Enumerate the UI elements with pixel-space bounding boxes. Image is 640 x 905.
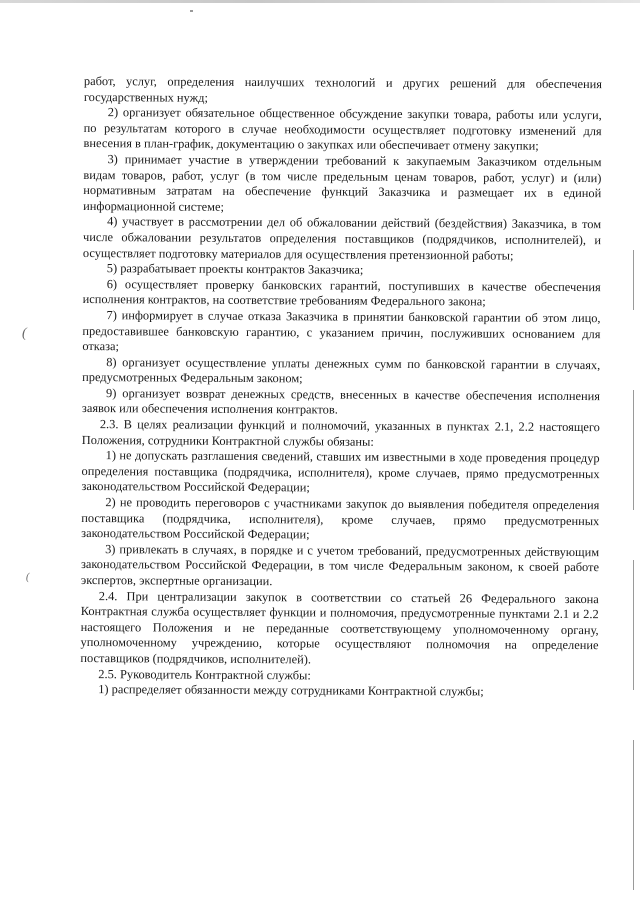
scan-right-edge-line xyxy=(633,740,634,890)
paragraph: 7) информирует в случае отказа Заказчика в принятии банковской гарантии об этом лицо, предоставившее банковскую гарантию, с указанием причин, послуживших основанием для отказа; xyxy=(82,308,601,354)
paragraph: 2) не проводить переговоров с участниками закупок до выявления победителя определения поставщика (подрядчика, исполнителя), кроме случаев, прямо предусмотренных законодательством Российской Федерации; xyxy=(81,495,600,542)
scan-right-edge-line xyxy=(633,250,634,310)
paragraph: 8) организует осуществление уплаты денежных сумм по банковской гарантии в случаях, предусмотренных Федеральным законом; xyxy=(82,354,601,386)
paragraph: 9) организует возврат денежных средств, внесенных в качестве обеспечения исполнения заявок или обеспечения исполнения контрактов. xyxy=(81,386,601,418)
paragraph: 2.4. При централизации закупок в соответствии со статьей 26 Федерального закона Контрактная служба осуществляет функции и полномочия, предусмотренные пунктами 2.1 и 2.2 настоящего Положения и не переданные соответствующему уполномоченному органу, уполномоченному учреждению, которые осуществляют полномочия на определение поставщиков (подрядчиков, исполнителей). xyxy=(80,588,599,667)
scan-top-edge xyxy=(0,0,640,3)
paragraph: 2) организует обязательное общественное обсуждение закупки товара, работы или услуги, по результатам которого в случае необходимости осуществляет подготовку изменений для внесения в план-график, документацию о закупках или обеспечивает отмену закупки; xyxy=(83,105,602,154)
paragraph: 2.5. Руководитель Контрактной службы: xyxy=(98,666,311,682)
paragraph: 4) участвует в рассмотрении дел об обжаловании действий (бездействия) Заказчика, в том числе обжаловании результатов определения поставщиков (подрядчиков, исполнителей), и осуществляет подготовку материалов для осуществления претензионной работы; xyxy=(82,214,602,263)
paragraph: 3) принимает участие в утверждении требований к закупаемым Заказчиком отдельным видам товаров, работ, услуг (в том числе предельным ценам товаров, работ, услуг) и (или) нормативным затратам на обеспечение функций Заказчика и размещает их в единой информационной системе; xyxy=(83,152,602,214)
paragraph: 5) разрабатывает проекты контрактов Заказчика; xyxy=(106,261,364,277)
scan-right-edge-line xyxy=(633,560,634,690)
paragraph: 2.3. В целях реализации функций и полномочий, указанных в пунктах 2.1, 2.2 настоящего Положения, сотрудники Контрактной службы обязаны: xyxy=(81,417,600,449)
scan-speck xyxy=(190,10,193,12)
document-page xyxy=(80,74,602,701)
margin-mark: ( xyxy=(22,326,27,341)
paragraph: 1) распределяет обязанности между сотрудниками Контрактной службы; xyxy=(98,682,484,699)
scan-right-edge-line xyxy=(633,390,634,510)
margin-mark: ( xyxy=(26,572,30,583)
paragraph: 6) осуществляет проверку банковских гарантий, поступивших в качестве обеспечения исполнения контрактов, на соответствие требованиям Федерального закона; xyxy=(82,276,601,309)
paragraph: работ, услуг, определения наилучших технологий и других решений для обеспечения государственных нужд; xyxy=(83,74,602,105)
paragraph: 3) привлекать в случаях, в порядке и с учетом требований, предусмотренных действующим законодательством Российской Федерации, в том числе Федеральным законом, к своей работе экспертов, экспертные организации. xyxy=(80,541,600,589)
paragraph: 1) не допускать разглашения сведений, ставших им известными в ходе проведения процедур определения поставщика (подрядчика, исполнителя), кроме случаев, прямо предусмотренных законодательством Российской Федерации; xyxy=(81,448,600,495)
